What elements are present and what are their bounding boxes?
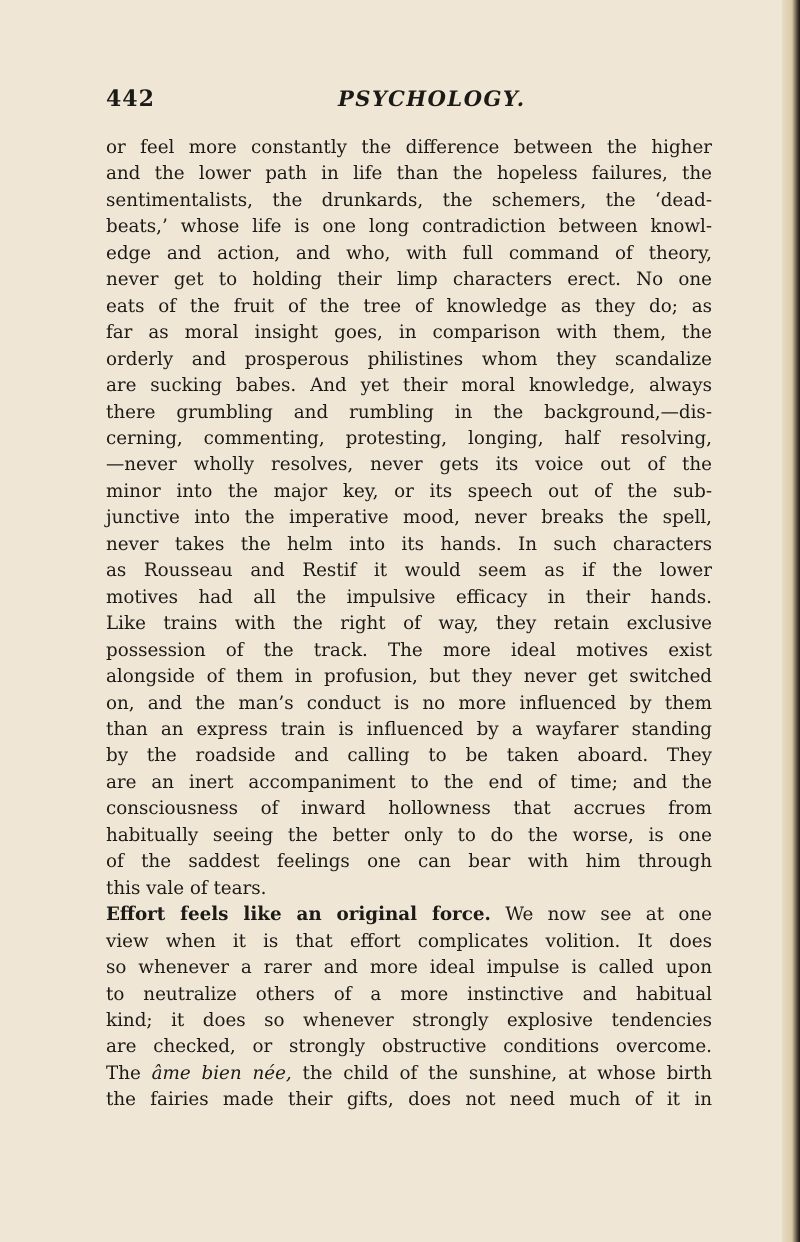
page-number: 442 bbox=[106, 86, 155, 112]
text-line: the fairies made their gifts, does not need much of it in bbox=[106, 1089, 712, 1111]
page-header bbox=[106, 86, 706, 126]
text-line: edge and action, and who, with full command of theory, bbox=[106, 242, 712, 264]
text-line: consciousness of inward hollowness that accrues from bbox=[106, 798, 712, 820]
text-line: junctive into the imperative mood, never breaks the spell, bbox=[106, 507, 712, 529]
text-line: alongside of them in profusion, but they never get switched bbox=[106, 666, 712, 688]
paragraph-1 bbox=[106, 135, 712, 902]
text-line: by the roadside and calling to be taken aboard. They bbox=[106, 745, 712, 767]
text-line: are sucking babes. And yet their moral knowledge, always bbox=[106, 375, 712, 397]
text-line: eats of the fruit of the tree of knowledge as they do; as bbox=[106, 295, 712, 317]
text-line: of the saddest feelings one can bear with him through bbox=[106, 851, 712, 873]
text-line: view when it is that effort complicates volition. It does bbox=[106, 930, 712, 952]
text-line: possession of the track. The more ideal motives exist bbox=[106, 639, 712, 661]
text-fragment: The bbox=[106, 1062, 141, 1084]
text-line: orderly and prosperous philistines whom they scandalize bbox=[106, 348, 712, 370]
text-line: as Rousseau and Restif it would seem as if the lower bbox=[106, 560, 712, 582]
text-line: this vale of tears. bbox=[106, 877, 267, 899]
text-line: are checked, or strongly obstructive conditions overcome. bbox=[106, 1036, 712, 1058]
text-line: never takes the helm into its hands. In such characters bbox=[106, 533, 712, 555]
text-fragment: the child of the sunshine, at whose birth bbox=[302, 1062, 712, 1084]
running-head: PSYCHOLOGY. bbox=[338, 86, 526, 111]
text-line: to neutralize others of a more instinctive and habitual bbox=[106, 983, 712, 1005]
text-line: never get to holding their limp characters erect. No one bbox=[106, 269, 712, 291]
text-line: motives had all the impulsive efficacy in their hands. bbox=[106, 586, 712, 608]
text-line: and the lower path in life than the hopeless failures, the bbox=[106, 163, 712, 185]
text-line: kind; it does so whenever strongly explosive tendencies bbox=[106, 1009, 712, 1031]
text-line: so whenever a rarer and more ideal impulse is called upon bbox=[106, 957, 712, 979]
text-line: minor into the major key, or its speech out of the sub- bbox=[106, 480, 712, 502]
text-line: than an express train is influenced by a wayfarer standing bbox=[106, 718, 712, 740]
text-line bbox=[106, 902, 712, 928]
text-line: or feel more constantly the difference between the higher bbox=[106, 137, 712, 158]
text-line: Like trains with the right of way, they retain exclusive bbox=[106, 613, 712, 635]
section-heading: Effort feels like an original force. bbox=[106, 904, 491, 926]
body-text bbox=[106, 135, 712, 1114]
text-fragment: We now see at one bbox=[505, 904, 713, 926]
text-line: sentimentalists, the drunkards, the schemers, the ‘dead- bbox=[106, 189, 712, 211]
text-line: there grumbling and rumbling in the background,—dis- bbox=[106, 401, 712, 423]
text-line: are an inert accompaniment to the end of time; and the bbox=[106, 771, 712, 793]
italic-phrase: âme bien née, bbox=[151, 1062, 292, 1084]
text-line: beats,’ whose life is one long contradiction between knowl- bbox=[106, 216, 712, 238]
text-line: far as moral insight goes, in comparison with them, the bbox=[106, 322, 712, 344]
text-line: habitually seeing the better only to do the worse, is one bbox=[106, 824, 712, 846]
text-line: —never wholly resolves, never gets its voice out of the bbox=[106, 454, 712, 476]
text-line bbox=[106, 1061, 712, 1087]
text-line: cerning, commenting, protesting, longing, half resolving, bbox=[106, 427, 712, 449]
page-edge-shadow bbox=[782, 0, 800, 1242]
text-line: on, and the man’s conduct is no more influenced by them bbox=[106, 692, 712, 714]
paragraph-2 bbox=[106, 902, 712, 1114]
